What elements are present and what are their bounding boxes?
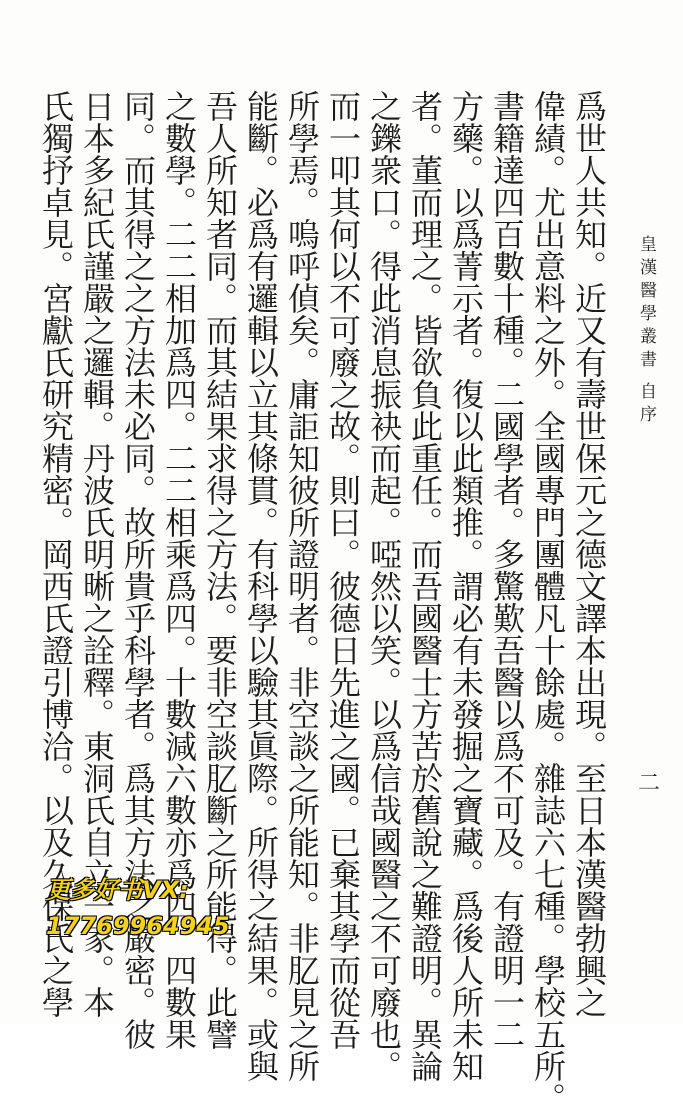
watermark-line: 更多好书VX: <box>46 876 189 904</box>
text-column: 者。董而理之。皆欲負此重任。而吾國醫士方苦於舊說之難證明。異論 <box>406 90 444 1082</box>
text-column: 偉績。尤出意料之外。全國專門團體凡十餘處。雜誌六七種。學校五所。 <box>529 90 567 1114</box>
text-column: 方藥。以爲菁示者。復以此類推。謂必有未發掘之寶藏。爲後人所未知 <box>447 90 485 1082</box>
watermark-contact: 17769964945 <box>46 912 230 940</box>
section-label: 自序 <box>636 382 656 428</box>
text-column: 同。而其得之之方法未必同。故所貴乎科學者。爲其方法之嚴密。彼 <box>119 90 157 1050</box>
text-column: 爲世人共知。近又有壽世保元之德文譯本出現。至日本漢醫勃興之 <box>570 90 608 1018</box>
text-column: 之鑠衆口。得此消息振袂而起。啞然以笑。以爲信哉國醫之不可廢也。 <box>365 90 403 1082</box>
text-column: 日本多紀氏謹嚴之邏輯。丹波氏明晰之詮釋。東洞氏自立一家。本 <box>78 90 116 1018</box>
text-column: 氏獨抒卓見。宮獻氏研究精密。岡西氏證引博洽。以及久保氏之學 <box>37 90 75 1018</box>
text-column: 而一叩其何以不可廢之故。則曰。彼德日先進之國。已棄其學而從吾 <box>324 90 362 1050</box>
text-column: 吾人所知者同。而其結果求得之方法。要非空談肊斷之所能得。此譬 <box>201 90 239 1050</box>
text-column: 能斷。必爲有邏輯以立其條貫。有科學以驗其眞際。所得之結果。或與 <box>242 90 280 1082</box>
page-number: 二 <box>638 771 661 796</box>
text-column: 書籍達四百數十種。二國學者。多驚歎吾醫以爲不可及。有證明一二 <box>488 90 526 1050</box>
running-title: 皇漢醫學叢書 <box>636 235 656 373</box>
watermark-overlay <box>46 872 230 944</box>
text-column: 之數學。二二相加爲四。二二相乘爲四。十數減六數亦爲四。四數果 <box>160 90 198 1050</box>
text-column: 所學焉。嗚呼偵矣。庸詎知彼所證明者。非空談之所能知。非肊見之所 <box>283 90 321 1082</box>
